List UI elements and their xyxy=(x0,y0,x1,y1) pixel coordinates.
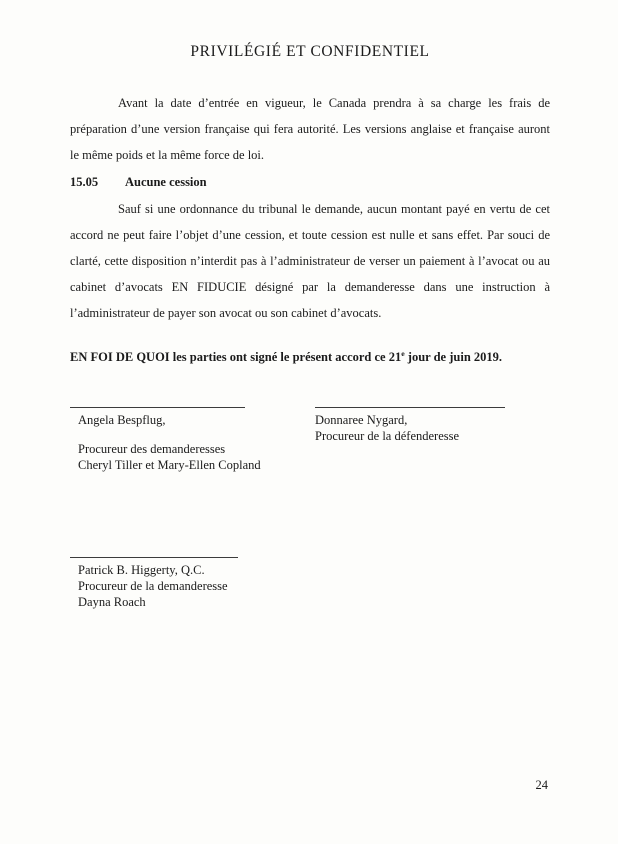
signatory-role: Procureur des demanderesses xyxy=(78,442,226,457)
language-clause-paragraph: Avant la date d’entrée en vigueur, le Canada prendra à sa charge les frais de préparation d’une version française qui fera autorité. Les versions anglaise et française auront le même poids et la même force de loi. xyxy=(70,96,550,162)
signatory-name: Angela Bespflug, xyxy=(78,413,166,428)
section-heading-label: Aucune cession xyxy=(125,175,207,189)
attestation-line xyxy=(70,344,550,367)
signature-row xyxy=(70,407,550,473)
section-number: 15.05 xyxy=(70,175,99,189)
signature-line xyxy=(70,407,245,408)
signatory-name: Donnaree Nygard, xyxy=(315,413,408,428)
signature-line xyxy=(315,407,505,408)
signatory-clients: Cheryl Tiller et Mary-Ellen Copland xyxy=(78,458,261,473)
document-title: PRIVILÉGIÉ ET CONFIDENTIEL xyxy=(190,43,430,60)
attestation-text-start: EN FOI DE QUOI les parties ont signé le présent accord ce 21 xyxy=(70,350,402,365)
signature-line xyxy=(70,557,238,558)
signatory-client: Dayna Roach xyxy=(78,595,146,610)
section-body-paragraph: Sauf si une ordonnance du tribunal le demande, aucun montant payé en vertu de cet accord ne peut faire l’objet d’une cession, et toute cession est nulle et sans effet. Par souci de clarté, cette disposition n’interdit pas à l’administrateur de verser un paiement à l’avocat ou au cabinet d’avocats EN FIDUCIE désigné par la demanderesse dans une instruction à l’administrateur de payer son avocat ou son cabinet d’avocats. xyxy=(70,202,550,320)
attestation-text-end: jour de juin 2019. xyxy=(404,350,503,365)
signature-block-plaintiff-counsel-2 xyxy=(70,557,550,610)
signatory-name: Patrick B. Higgerty, Q.C. xyxy=(78,563,205,578)
signature-block-plaintiffs-counsel xyxy=(70,407,315,473)
attestation-ordinal-superscript: e xyxy=(401,349,405,358)
signatory-role: Procureur de la demanderesse xyxy=(78,579,228,594)
section-heading xyxy=(70,172,550,192)
signature-block-defendant-counsel xyxy=(315,407,505,444)
signatory-role: Procureur de la défenderesse xyxy=(315,429,460,444)
page-number: 24 xyxy=(535,778,548,792)
